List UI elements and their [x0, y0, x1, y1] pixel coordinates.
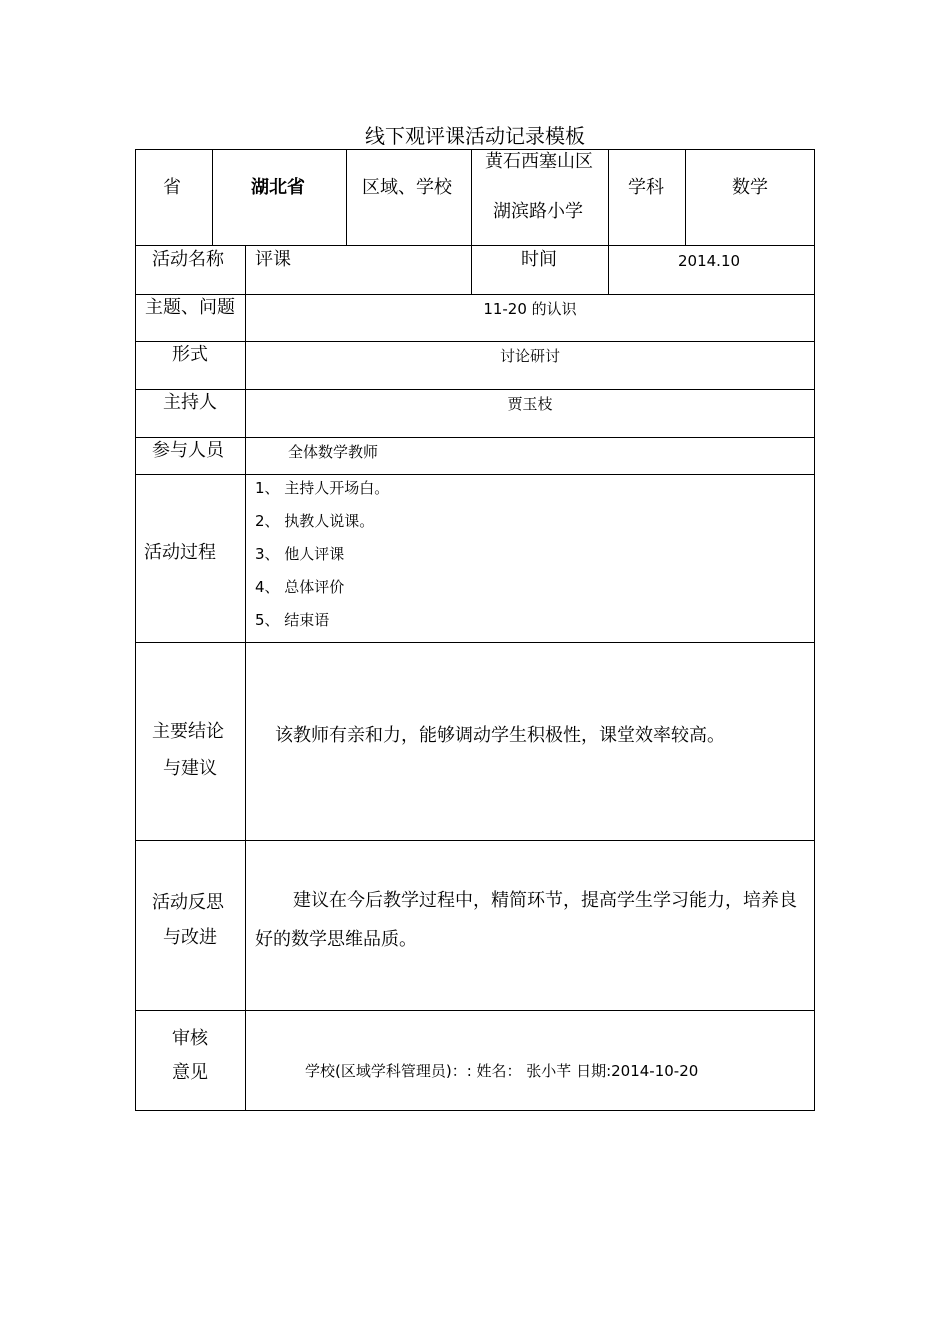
topic-value: 11-20 的认识: [483, 300, 577, 318]
activity-name-label: 活动名称: [152, 249, 224, 270]
reflection-text-line2: 好的数学思维品质。: [255, 929, 417, 950]
time-value: 2014.10: [678, 252, 741, 270]
row-divider: [135, 294, 815, 295]
format-value: 讨论研讨: [499, 347, 560, 365]
time-label: 时间: [521, 249, 557, 270]
host-value: 贾玉枝: [507, 395, 553, 413]
col-divider: [212, 149, 213, 246]
process-step: 4、 总体评价: [255, 578, 345, 596]
label-column-divider: [245, 245, 246, 1111]
review-label: 审核: [172, 1028, 208, 1049]
process-step: 5、 结束语: [255, 611, 330, 629]
subject-label: 学科: [628, 177, 664, 198]
reflection-text-line1: 建议在今后教学过程中，精简环节，提高学生学习能力，培养良: [293, 890, 797, 911]
reflection-label: 活动反思: [152, 892, 224, 913]
row-divider: [135, 437, 815, 438]
conclusion-label: 主要结论: [152, 721, 224, 742]
process-step: 3、 他人评课: [255, 545, 345, 563]
row-divider: [135, 840, 815, 841]
col-divider: [346, 149, 347, 246]
process-step: 2、 执教人说课。: [255, 512, 375, 530]
row-divider: [135, 245, 815, 246]
conclusion-label: 与建议: [163, 758, 217, 779]
region-value-line1: 黄石西塞山区: [485, 151, 593, 172]
review-label: 意见: [172, 1062, 208, 1083]
col-divider: [685, 149, 686, 246]
row-divider: [135, 341, 815, 342]
format-label: 形式: [172, 344, 208, 365]
row-divider: [135, 474, 815, 475]
region-value-line2: 湖滨路小学: [493, 201, 583, 222]
row-divider: [135, 389, 815, 390]
subject-value: 数学: [732, 177, 768, 198]
review-signature: 学校(区域学科管理员)：: 姓名： 张小芊 日期:2014-10-20: [305, 1062, 699, 1080]
participants-value: 全体数学教师: [288, 443, 379, 461]
row-divider: [135, 1010, 815, 1011]
col-divider: [608, 149, 609, 295]
page-title: 线下观评课活动记录模板: [365, 124, 585, 148]
record-table: [135, 149, 815, 1111]
province-label: 省: [163, 177, 181, 198]
province-value: 湖北省: [251, 177, 305, 198]
process-step: 1、 主持人开场白。: [255, 479, 390, 497]
region-label: 区域、学校: [362, 177, 452, 198]
process-label: 活动过程: [144, 542, 216, 563]
participants-label: 参与人员: [152, 440, 224, 461]
topic-label: 主题、问题: [145, 297, 235, 318]
table-border-bottom: [135, 1110, 815, 1111]
col-divider: [471, 149, 472, 295]
host-label: 主持人: [163, 392, 217, 413]
reflection-label: 与改进: [163, 927, 217, 948]
conclusion-text: 该教师有亲和力，能够调动学生积极性，课堂效率较高。: [275, 725, 725, 746]
activity-name-value: 评课: [255, 249, 291, 270]
row-divider: [135, 642, 815, 643]
table-border-top: [135, 149, 815, 150]
